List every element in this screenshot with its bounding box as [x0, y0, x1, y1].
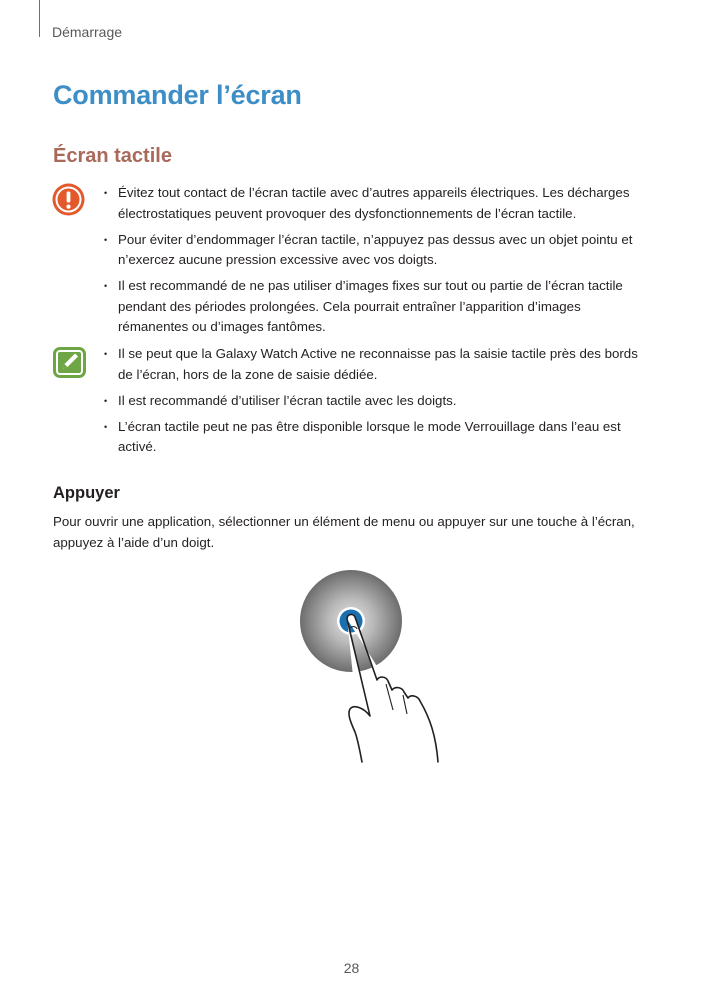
- note-item: • Il se peut que la Galaxy Watch Active ne reconnaisse pas la saisie tactile près des bords de l’écran, hors de la zone de saisie dédiée.: [104, 344, 649, 385]
- tap-heading: Appuyer: [53, 484, 120, 502]
- pencil-note-icon: [52, 344, 87, 379]
- tap-illustration: [290, 568, 460, 768]
- page-title: Commander l’écran: [53, 80, 302, 110]
- page-number: 28: [343, 960, 360, 976]
- caution-list: [104, 183, 649, 343]
- caution-item: • Il est recommandé de ne pas utiliser d’images fixes sur tout ou partie de l’écran tactile pendant des périodes prolongées. Cela pourrait entraîner l’apparition d’images rémanentes ou d’images fantômes.: [104, 276, 649, 338]
- caution-item: • Évitez tout contact de l’écran tactile avec d’autres appareils électriques. Les décharges électrostatiques peuvent provoquer des dysfonctionnements de l’écran tactile.: [104, 183, 649, 224]
- exclamation-icon: [52, 183, 85, 216]
- caution-item: • Pour éviter d’endommager l’écran tactile, n’appuyez pas dessus avec un objet pointu et n’exercez aucune pression excessive avec vos doigts.: [104, 230, 649, 271]
- section-subtitle: Écran tactile: [53, 145, 172, 167]
- note-item: • Il est recommandé d’utiliser l’écran tactile avec les doigts.: [104, 391, 649, 412]
- margin-rule: [39, 0, 40, 37]
- note-item: • L’écran tactile peut ne pas être disponible lorsque le mode Verrouillage dans l’eau est activé.: [104, 417, 649, 458]
- tap-description: Pour ouvrir une application, sélectionner un élément de menu ou appuyer sur une touche à l’écran, appuyez à l’aide d’un doigt.: [53, 514, 635, 550]
- finger-crease: [386, 684, 393, 710]
- section-label: Démarrage: [52, 24, 123, 40]
- note-list: [104, 344, 649, 463]
